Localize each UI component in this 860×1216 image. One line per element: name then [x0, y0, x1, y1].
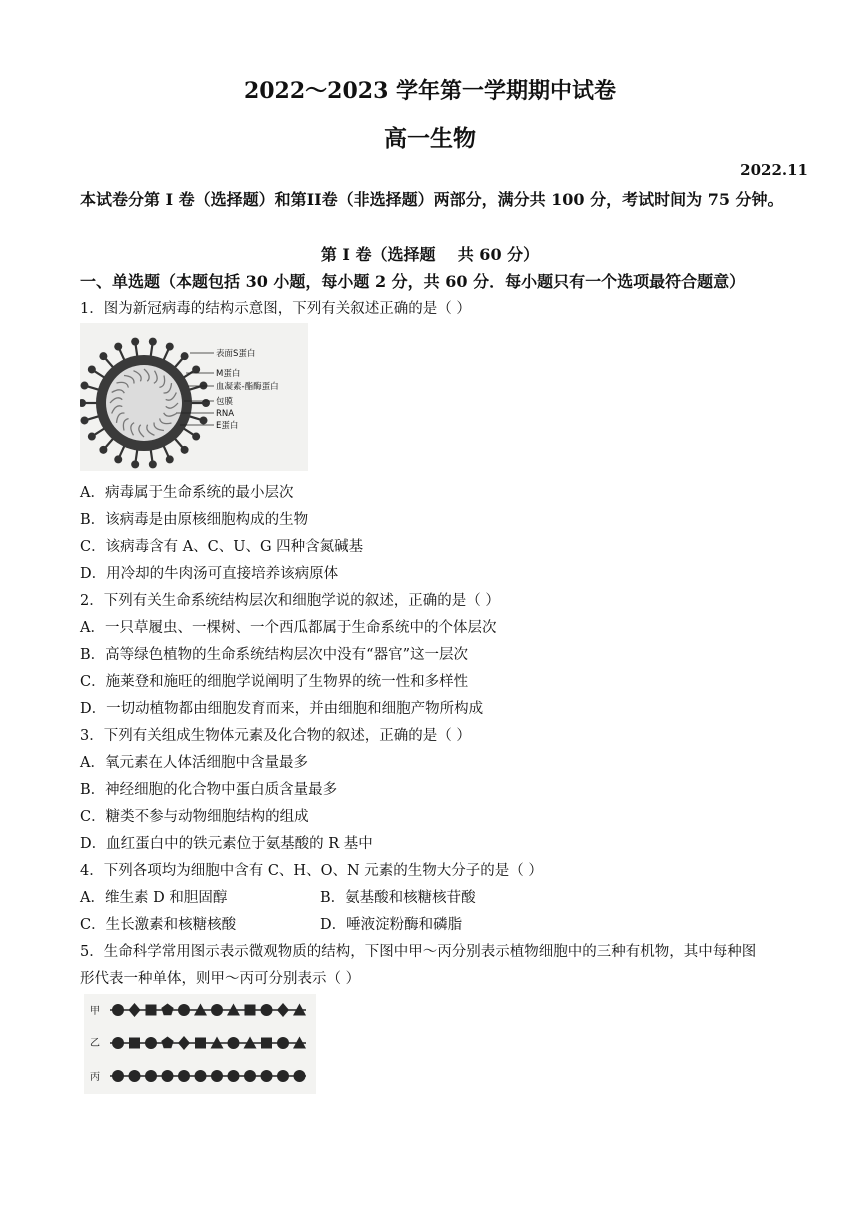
monomer-circle — [195, 1070, 207, 1082]
spike-head — [149, 338, 157, 346]
q1-option-c: C．该病毒含有 A、C、U、G 四种含氮碱基 — [80, 539, 364, 555]
monomer-circle — [145, 1070, 157, 1082]
monomer-square — [146, 1005, 157, 1016]
question-4-stem: 4．下列各项均为细胞中含有 C、H、O、N 元素的生物大分子的是（ ） — [80, 863, 543, 879]
monomer-circle — [294, 1070, 306, 1082]
spike-head — [114, 343, 122, 351]
q3-option-a: A．氧元素在人体活细胞中含量最多 — [80, 755, 308, 771]
monomer-square — [245, 1005, 256, 1016]
q1-option-d: D．用冷却的牛肉汤可直接培养该病原体 — [80, 566, 339, 582]
q2-option-b: B．高等绿色植物的生命系统结构层次中没有“器官”这一层次 — [80, 647, 468, 663]
label-rna: RNA — [216, 409, 235, 419]
virus-structure-diagram — [80, 323, 308, 471]
monomer-circle — [228, 1037, 240, 1049]
label-he-protein: 血凝素-酯酶蛋白 — [216, 382, 279, 392]
spike-head — [99, 446, 107, 454]
question-3-stem: 3．下列有关组成生物体元素及化合物的叙述，正确的是（ ） — [80, 728, 471, 744]
spike-head — [88, 433, 96, 441]
label-m-protein: M蛋白 — [216, 369, 241, 379]
q4-option-b: B．氨基酸和核糖核苷酸 — [320, 890, 476, 906]
q2-option-a: A．一只草履虫、一棵树、一个西瓜都属于生命系统中的个体层次 — [80, 620, 497, 636]
monomer-square — [195, 1038, 206, 1049]
label-e-protein: E蛋白 — [216, 421, 239, 431]
spike-head — [199, 382, 207, 390]
monomer-circle — [112, 1004, 124, 1016]
label-yi: 乙 — [90, 1038, 100, 1049]
monomer-square — [129, 1038, 140, 1049]
monomer-circle — [112, 1070, 124, 1082]
spike-head — [166, 343, 174, 351]
exam-date: 2022.11 — [740, 161, 808, 179]
spike-head — [166, 455, 174, 463]
section-heading: 第 I 卷（选择题 共 60 分） — [320, 245, 540, 264]
question-5-stem-continued: 形代表一种单体，则甲～丙可分别表示（ ） — [80, 971, 361, 987]
monomer-circle — [112, 1037, 124, 1049]
spike-head — [99, 352, 107, 360]
q3-option-b: B．神经细胞的化合物中蛋白质含量最多 — [80, 782, 338, 798]
label-s-protein: 表面S蛋白 — [216, 349, 256, 359]
monomer-circle — [261, 1004, 273, 1016]
spike-head — [181, 446, 189, 454]
spike-head — [81, 382, 89, 390]
spike-head — [192, 365, 200, 373]
monomer-circle — [178, 1004, 190, 1016]
spike-head — [131, 460, 139, 468]
spike-head — [149, 460, 157, 468]
virus-interior — [106, 365, 182, 441]
section-instruction: 一、单选题（本题包括 30 小题，每小题 2 分，共 60 分．每小题只有一个选项最符合题意） — [80, 272, 746, 291]
monomer-circle — [211, 1004, 223, 1016]
spike-head — [114, 455, 122, 463]
spike-head — [81, 416, 89, 424]
q4-option-a: A．维生素 D 和胆固醇 — [80, 890, 228, 906]
monomer-circle — [162, 1070, 174, 1082]
q2-option-d: D．一切动植物都由细胞发育而来，并由细胞和细胞产物所构成 — [80, 701, 484, 717]
exam-intro: 本试卷分第 I 卷（选择题）和第II卷（非选择题）两部分，满分共 100 分，考试时间为 75 分钟。 — [80, 190, 784, 209]
spike-head — [202, 399, 210, 407]
monomer-circle — [261, 1070, 273, 1082]
q4-option-c: C．生长激素和核糖核酸 — [80, 917, 237, 933]
q1-option-b: B．该病毒是由原核细胞构成的生物 — [80, 512, 309, 528]
q1-option-a: A．病毒属于生命系统的最小层次 — [80, 485, 294, 501]
spike-head — [192, 433, 200, 441]
q2-option-c: C．施莱登和施旺的细胞学说阐明了生物界的统一性和多样性 — [80, 674, 469, 690]
exam-title: 2022～2023 学年第一学期期中试卷 — [243, 78, 617, 104]
spike-head — [131, 338, 139, 346]
q4-option-d: D．唾液淀粉酶和磷脂 — [320, 917, 463, 933]
label-bing: 丙 — [90, 1072, 100, 1083]
monomer-circle — [228, 1070, 240, 1082]
q3-option-c: C．糖类不参与动物细胞结构的组成 — [80, 809, 309, 825]
monomer-circle — [244, 1070, 256, 1082]
monomer-circle — [129, 1070, 141, 1082]
question-1-stem: 1．图为新冠病毒的结构示意图，下列有关叙述正确的是（ ） — [80, 301, 471, 317]
q3-option-d: D．血红蛋白中的铁元素位于氨基酸的 R 基中 — [80, 836, 373, 852]
spike-head — [88, 365, 96, 373]
label-jia: 甲 — [90, 1006, 100, 1017]
monomer-circle — [145, 1037, 157, 1049]
monomer-circle — [178, 1070, 190, 1082]
spike-head — [199, 416, 207, 424]
monomer-square — [261, 1038, 272, 1049]
monomer-circle — [277, 1070, 289, 1082]
question-2-stem: 2．下列有关生命系统结构层次和细胞学说的叙述，正确的是（ ） — [80, 593, 500, 609]
question-5-stem: 5．生命科学常用图示表示微观物质的结构，下图中甲～丙分别表示植物细胞中的三种有机物，其中每种图 — [80, 944, 757, 960]
subject-title: 高一生物 — [384, 125, 476, 152]
monomer-chain-diagram — [84, 994, 316, 1094]
spike-head — [181, 352, 189, 360]
monomer-circle — [211, 1070, 223, 1082]
monomer-circle — [277, 1037, 289, 1049]
label-envelope: 包膜 — [216, 397, 234, 407]
